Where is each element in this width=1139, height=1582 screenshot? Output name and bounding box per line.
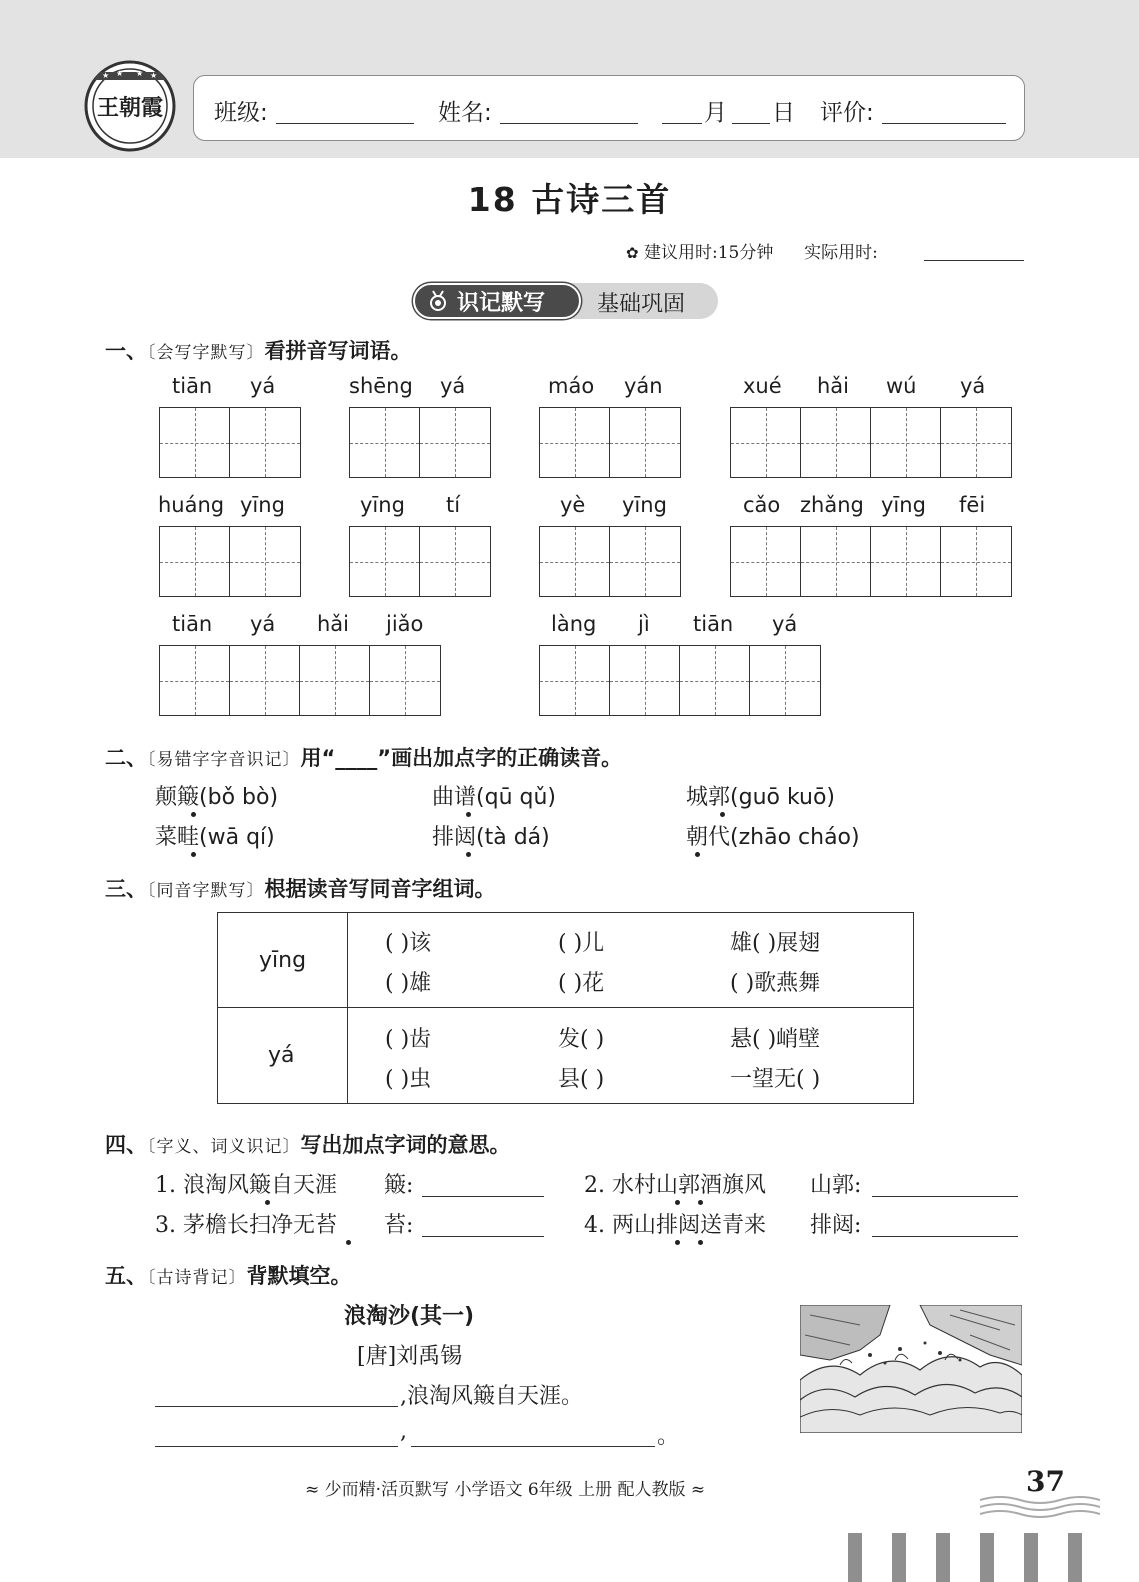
- pinyin: yīng: [881, 493, 926, 517]
- table-cell[interactable]: ( )雄: [385, 971, 432, 996]
- pinyin: yá: [250, 612, 276, 636]
- poem-title: 浪淘沙(其一): [344, 1304, 475, 1329]
- table-cell[interactable]: 发( ): [558, 1027, 605, 1052]
- pinyin: huáng: [158, 493, 225, 517]
- answer-line[interactable]: [872, 1196, 1018, 1197]
- suggested-time: 建议用时:15分钟: [643, 243, 774, 263]
- emphasis-dot: [720, 812, 725, 817]
- table-cell[interactable]: ( )儿: [558, 931, 605, 956]
- table-cell[interactable]: ( )齿: [385, 1027, 432, 1052]
- section1-number: 一、: [105, 339, 147, 363]
- meaning-label: 山郭:: [810, 1173, 862, 1198]
- section4-number: 四、: [105, 1133, 147, 1157]
- pinyin: yīng: [622, 493, 667, 517]
- day-field[interactable]: [732, 123, 770, 124]
- meaning-label: 排闼:: [810, 1213, 862, 1238]
- clock-icon: ✿: [626, 244, 639, 262]
- footer-text: ≈ 少而精·活页默写 小学语文 6年级 上册 配人教版 ≈: [305, 1480, 706, 1500]
- emphasis-dot: [698, 1240, 703, 1245]
- writing-grid[interactable]: [159, 407, 301, 478]
- writing-grid[interactable]: [159, 526, 301, 597]
- writing-grid[interactable]: [539, 407, 681, 478]
- pinyin: wú: [886, 374, 917, 398]
- pinyin: hǎi: [317, 612, 350, 636]
- time-row: [626, 238, 878, 263]
- page-title: 18 古诗三首: [467, 180, 672, 219]
- svg-text:★: ★: [102, 71, 110, 80]
- table-cell[interactable]: ( )该: [385, 931, 432, 956]
- table-cell[interactable]: ( )花: [558, 971, 605, 996]
- table-pinyin: yīng: [259, 948, 307, 973]
- section3-number: 三、: [105, 877, 147, 901]
- writing-grid[interactable]: [159, 645, 441, 716]
- section2-number: 二、: [105, 746, 147, 770]
- footer-bar: [1068, 1533, 1082, 1582]
- medal-icon: [427, 290, 449, 312]
- pinyin: cǎo: [743, 493, 781, 517]
- svg-text:★: ★: [116, 69, 124, 78]
- class-label: 班级:: [214, 100, 268, 126]
- meaning-label: 簸:: [384, 1173, 414, 1198]
- section4-instruction: 写出加点字词的意思。: [300, 1133, 511, 1157]
- section3-tag: 〔同音字默写〕: [147, 881, 265, 901]
- banner-right-text: 基础巩固: [597, 292, 686, 317]
- pinyin: làng: [551, 612, 597, 636]
- emphasis-dot: [466, 812, 471, 817]
- emphasis-dot: [675, 1240, 680, 1245]
- poem-blank[interactable]: [411, 1446, 655, 1447]
- writing-grid[interactable]: [349, 526, 491, 597]
- table-cell[interactable]: 一望无( ): [730, 1067, 821, 1092]
- pinyin: máo: [548, 374, 595, 398]
- footer-bar: [980, 1533, 994, 1582]
- poem-blank[interactable]: [155, 1406, 398, 1407]
- table-divider: [217, 1007, 914, 1008]
- emphasis-dot: [675, 1200, 680, 1205]
- footer-bar: [1024, 1533, 1038, 1582]
- pinyin: tiān: [172, 612, 213, 636]
- poem-period: 。: [657, 1424, 680, 1449]
- meaning-label: 苔:: [384, 1213, 414, 1238]
- poem-comma: ,: [400, 1419, 407, 1444]
- month-field[interactable]: [662, 123, 702, 124]
- pinyin: tiān: [693, 612, 734, 636]
- pinyin: yīng: [360, 493, 405, 517]
- day-label: 日: [772, 100, 795, 126]
- pinyin: hǎi: [817, 374, 850, 398]
- writing-grid[interactable]: [730, 526, 1012, 597]
- section1-instruction: 看拼音写词语。: [264, 339, 412, 363]
- student-info-box: [193, 75, 1025, 141]
- section5-number: 五、: [105, 1264, 147, 1288]
- actual-time-field[interactable]: [924, 260, 1024, 261]
- pinyin: shēng: [349, 374, 413, 398]
- section2-instruction: 用“____”画出加点字的正确读音。: [300, 746, 623, 770]
- table-pinyin: yá: [268, 1043, 295, 1068]
- month-label: 月: [704, 100, 727, 126]
- word-item: 颠簸(bǒ bò): [155, 785, 279, 810]
- footer-bar: [848, 1533, 862, 1582]
- name-label: 姓名:: [438, 100, 492, 126]
- banner-left-text: 识记默写: [457, 291, 546, 316]
- word-item: 朝代(zhāo cháo): [686, 825, 860, 850]
- emphasis-dot: [466, 852, 471, 857]
- publisher-logo: [80, 60, 180, 160]
- emphasis-dot: [698, 1200, 703, 1205]
- section3-heading: [105, 873, 496, 903]
- section4-heading: [105, 1129, 511, 1159]
- svg-text:★: ★: [150, 71, 158, 80]
- section1-heading: [105, 335, 412, 365]
- pinyin: yè: [560, 493, 586, 517]
- emphasis-dot: [695, 852, 700, 857]
- poem-blank[interactable]: [155, 1446, 398, 1447]
- writing-grid[interactable]: [539, 645, 821, 716]
- poem-line-end: ,浪淘风簸自天涯。: [400, 1384, 583, 1409]
- page-number: 37: [1026, 1465, 1065, 1498]
- section5-heading: [105, 1260, 352, 1290]
- answer-line[interactable]: [872, 1236, 1018, 1237]
- name-field[interactable]: [500, 123, 638, 124]
- logo-text: 王朝霞: [96, 95, 164, 121]
- word-item: 菜畦(wā qí): [155, 825, 275, 850]
- table-cell[interactable]: ( )虫: [385, 1067, 432, 1092]
- writing-grid[interactable]: [730, 407, 1012, 478]
- pinyin: tiān: [172, 374, 213, 398]
- emphasis-dot: [191, 812, 196, 817]
- pinyin: jì: [638, 612, 650, 636]
- pinyin: jiǎo: [386, 612, 424, 636]
- word-item: 排闼(tà dá): [432, 825, 550, 850]
- meaning-item: 2. 水村山郭酒旗风: [584, 1173, 766, 1198]
- section3-instruction: 根据读音写同音字组词。: [264, 877, 496, 901]
- pinyin: yīng: [240, 493, 285, 517]
- actual-time-label: 实际用时:: [804, 243, 878, 263]
- pinyin: yá: [960, 374, 986, 398]
- emphasis-dot: [191, 852, 196, 857]
- word-item: 城郭(guō kuō): [686, 785, 836, 810]
- section5-instruction: 背默填空。: [246, 1264, 352, 1288]
- pinyin: zhǎng: [800, 493, 864, 517]
- table-divider: [347, 912, 348, 1104]
- class-field[interactable]: [276, 123, 414, 124]
- writing-grid[interactable]: [539, 526, 681, 597]
- section4-tag: 〔字义、词义识记〕: [147, 1137, 301, 1157]
- poem-author: [唐]刘禹锡: [357, 1344, 463, 1369]
- table-cell[interactable]: 悬( )峭壁: [730, 1027, 821, 1052]
- pinyin: yán: [624, 374, 663, 398]
- pinyin: tí: [446, 493, 461, 517]
- section2-heading: [105, 742, 622, 772]
- footer-bar: [892, 1533, 906, 1582]
- meaning-item: 3. 茅檐长扫净无苔: [155, 1213, 337, 1238]
- table-cell[interactable]: 县( ): [558, 1067, 605, 1092]
- answer-line[interactable]: [422, 1236, 544, 1237]
- emphasis-dot: [265, 1200, 270, 1205]
- emphasis-dot: [346, 1240, 351, 1245]
- meaning-item: 4. 两山排闼送青来: [584, 1213, 766, 1238]
- table-cell[interactable]: 雄( )展翅: [730, 931, 821, 956]
- section-banner: [413, 283, 718, 319]
- writing-grid[interactable]: [349, 407, 491, 478]
- waves-illustration: [800, 1305, 1022, 1433]
- meaning-item: 1. 浪淘风簸自天涯: [155, 1173, 337, 1198]
- pinyin: yá: [440, 374, 466, 398]
- word-item: 曲谱(qū qǔ): [432, 785, 556, 810]
- table-cell[interactable]: ( )歌燕舞: [730, 971, 821, 996]
- grade-field[interactable]: [882, 123, 1006, 124]
- svg-text:★: ★: [136, 69, 144, 78]
- grade-label: 评价:: [820, 100, 874, 126]
- section1-tag: 〔会写字默写〕: [147, 343, 265, 363]
- pinyin: fēi: [959, 493, 986, 517]
- pinyin: xué: [743, 374, 782, 398]
- section2-tag: 〔易错字字音识记〕: [147, 750, 301, 770]
- section5-tag: 〔古诗背记〕: [147, 1268, 247, 1288]
- pinyin: yá: [772, 612, 798, 636]
- pinyin: yá: [250, 374, 276, 398]
- footer-wave-decoration: [980, 1490, 1100, 1520]
- footer-bar: [936, 1533, 950, 1582]
- answer-line[interactable]: [422, 1196, 544, 1197]
